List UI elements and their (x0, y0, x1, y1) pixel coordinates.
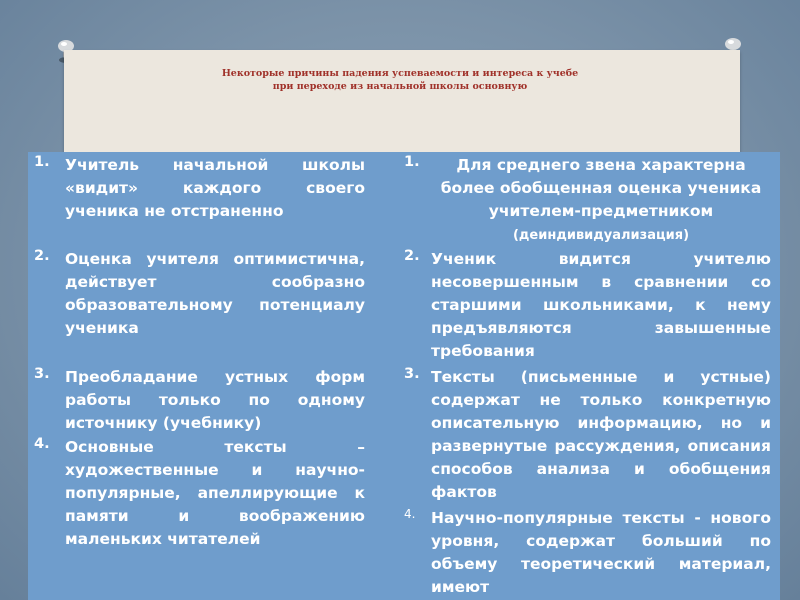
item-number: 4. (404, 507, 416, 521)
item-text-main: Для среднего звена характерна более обобщенная оценка ученика учителем-предметником (440, 156, 762, 220)
item-text: Ученик видится учителю несовершенным в сравнении со старшими школьниками, к нему предъявляются завышенные требования (431, 250, 771, 360)
item-text: Тексты (письменные и устные) содержат не только конкретную описательную информацию, но и развернутые рассуждения, описания способов анализа и обобщения фактов (431, 368, 771, 501)
page-title (20, 67, 780, 93)
item-text: Основные тексты – художественные и научно-популярные, апеллирующие к памяти и воображению маленьких читателей (65, 438, 365, 548)
item-text: Учитель начальной школы «видит» каждого своего ученика не отстраненно (65, 156, 365, 220)
item-text (431, 154, 771, 247)
item-number: 1. (404, 154, 420, 170)
item-number: 2. (34, 248, 50, 264)
title-line-2: при переходе из начальной школы основную (272, 81, 528, 92)
item-text: Научно-популярные тексты - нового уровня, содержат больший по объему теоретический материал, имеют (431, 509, 771, 596)
item-number: 3. (404, 366, 420, 382)
item-text: Преобладание устных форм работы только по одному источнику (учебнику) (65, 368, 365, 432)
title-line-1: Некоторые причины падения успеваемости и интереса к учебе (221, 68, 579, 79)
title-paper (64, 50, 740, 156)
item-text-extra: (деиндивидуализация) (512, 228, 690, 243)
item-text: Оценка учителя оптимистична, действует сообразно образовательному потенциалу ученика (65, 250, 365, 337)
item-number: 2. (404, 248, 420, 264)
item-number: 3. (34, 366, 50, 382)
item-number: 1. (34, 154, 50, 170)
comparison-table (28, 152, 780, 600)
item-number: 4. (34, 436, 50, 452)
